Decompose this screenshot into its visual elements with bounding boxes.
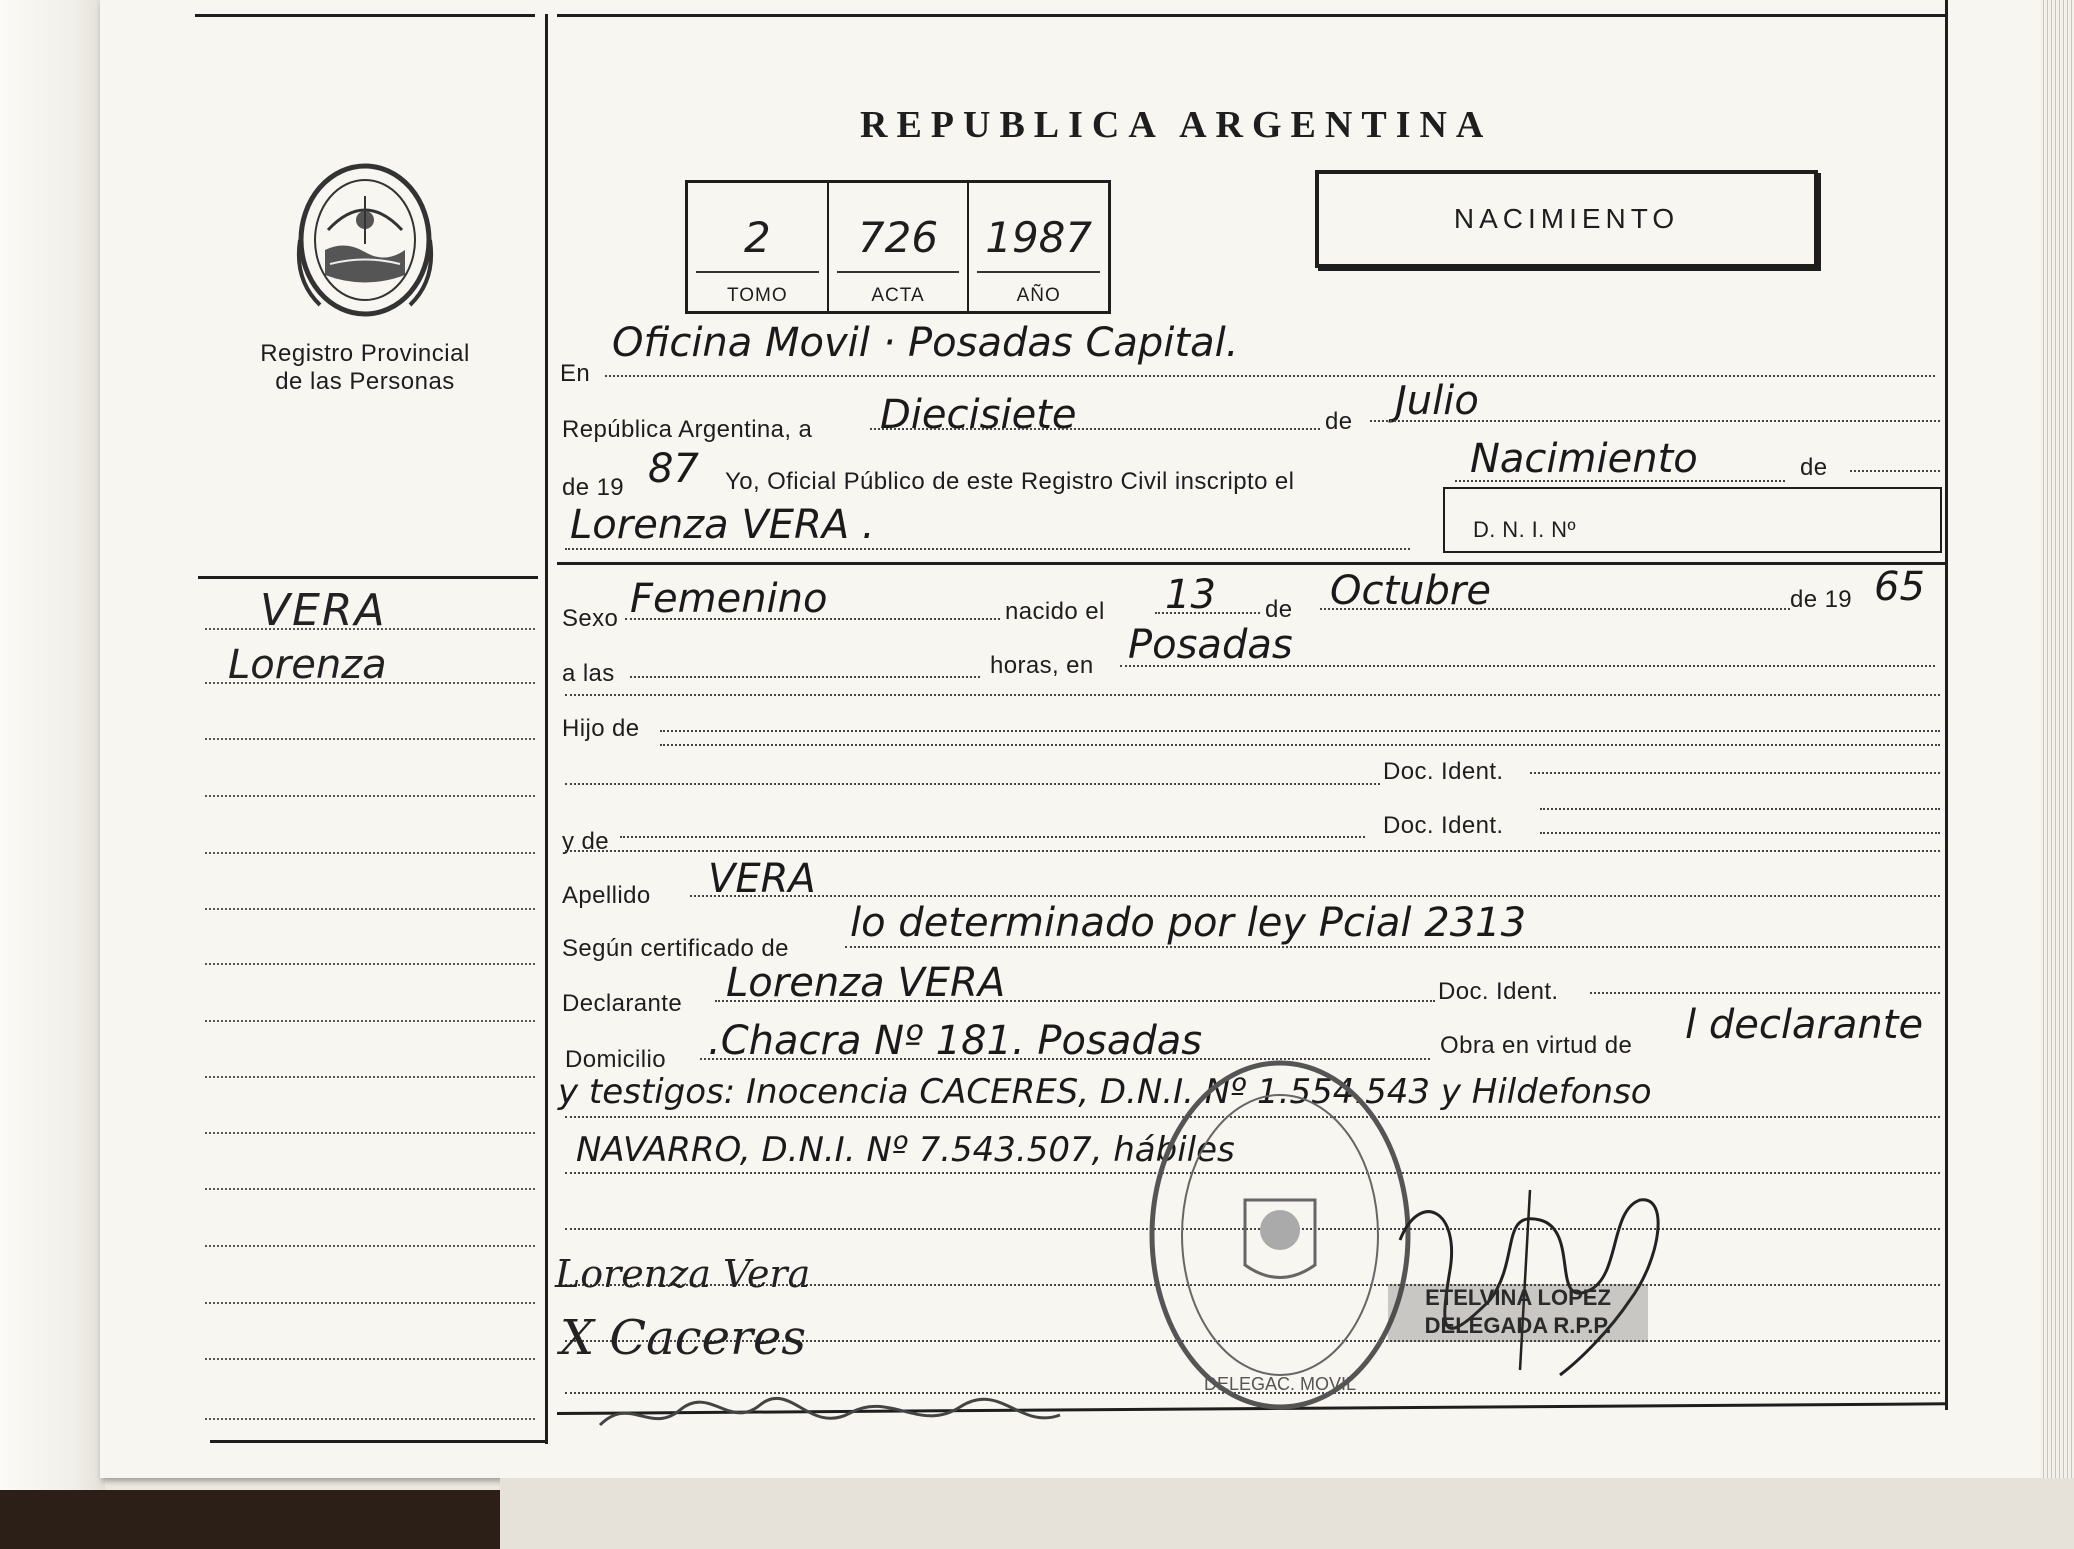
y-de-label: y de [562,828,609,855]
pre-mother-line [1540,808,1940,810]
year-prefix-label: de 19 [562,474,625,501]
sidebar-given-name: Lorenza [228,642,387,688]
main-divider [557,562,1947,565]
sidebar-divider [198,576,538,579]
doc-ident-line-3 [1590,992,1940,994]
declarante-label: Declarante [562,990,683,1017]
sidebar-line [205,1076,535,1078]
sexo-value: Femenino [630,576,828,622]
acta-label: ACTA [871,285,925,306]
a-las-line [630,676,980,678]
inscripto-line [1455,480,1785,482]
sidebar-line [205,795,535,797]
hijo-line-2 [660,744,1940,746]
de2-line [1850,470,1940,472]
adjacent-page [0,0,105,1500]
name-value: Lorenza VERA . [570,502,875,548]
doc-ident-label-3: Doc. Ident. [1438,978,1559,1005]
stamp-title-line: DELEGADA R.P.P. [1424,1313,1612,1338]
dni-label: D. N. I. Nº [1473,517,1576,542]
apellido-line [690,895,1940,897]
tomo-label: TOMO [727,285,788,306]
a-las-label: a las [562,660,615,687]
record-type-label: NACIMIENTO [1453,203,1680,234]
name-line [565,548,1410,550]
sidebar-line [205,628,535,630]
month-line [1370,420,1940,422]
sidebar-line [205,1020,535,1022]
tomo-acta-anio-box [685,180,1111,314]
dni-box [1443,487,1942,553]
country-heading: REPUBLICA ARGENTINA [860,104,1493,146]
father-line [565,783,1380,785]
page-stack-edge [2040,0,2074,1480]
birth-place-value: Posadas [1128,622,1293,668]
apellido-label: Apellido [562,882,651,909]
birth-year-suffix-value: 65 [1874,564,1925,610]
extra-line [565,694,1940,696]
testigos-line-1: y testigos: Inocencia CACERES, D.N.I. Nº 1.554.543 y Hildefonso [558,1072,1652,1112]
sidebar-line [205,1132,535,1134]
sidebar-line [205,1358,535,1360]
apellido-value: VERA [708,856,816,902]
sidebar-line [205,1302,535,1304]
horas-en-label: horas, en [990,652,1094,679]
sidebar-line [205,908,535,910]
official-name-stamp [1388,1284,1648,1342]
tomo-cell [688,183,827,311]
de2-label: de [1800,454,1828,481]
domicilio-value: .Chacra Nº 181. Posadas [708,1018,1203,1064]
en-value: Oficina Movil · Posadas Capital. [612,320,1239,366]
officer-text: Yo, Oficial Público de este Registro Civil inscripto el [725,468,1295,495]
top-rule-right [557,14,1947,17]
segun-line [845,946,1940,948]
day-value: Diecisiete [880,392,1077,438]
tomo-value: 2 [743,213,771,262]
svg-text:DELEGAC. MOVIL: DELEGAC. MOVIL [1203,1374,1357,1394]
registry-line-2: de las Personas [275,368,455,395]
book-cover-edge [0,1490,500,1549]
en-line [605,375,1935,377]
sexo-label: Sexo [562,605,619,632]
signature-lorenza-vera: Lorenza Vera [555,1252,811,1296]
segun-value: lo determinado por ley Pcial 2313 [850,900,1527,946]
official-seal [1140,1050,1420,1420]
birth-place-line [1120,665,1935,667]
acta-value: 726 [857,213,939,262]
doc-ident-line-1 [1530,772,1940,774]
declarante-value: Lorenza VERA [726,960,1006,1006]
top-rule-left [195,14,535,17]
sidebar-line [205,852,535,854]
hijo-line [660,730,1940,732]
de-label: de [1325,408,1353,435]
record-type-box [1315,170,1818,268]
declarante-line [715,1000,1435,1002]
mother-line [620,836,1365,838]
birth-day-value: 13 [1165,572,1216,618]
doc-ident-label-2: Doc. Ident. [1383,812,1504,839]
table-surface [500,1478,2074,1549]
republica-label: República Argentina, a [562,416,813,443]
sexo-line [625,618,1000,620]
bottom-rule-left [210,1440,545,1443]
hijo-label: Hijo de [562,715,640,742]
anio-cell [967,183,1108,311]
anio-label: AÑO [1016,285,1061,306]
tomo-underline [696,271,819,273]
anio-value: 1987 [985,213,1093,262]
anio-underline [977,271,1100,273]
segun-label: Según certificado de [562,935,789,962]
testigos-line-2: NAVARRO, D.N.I. Nº 7.543.507, hábiles [576,1130,1235,1170]
birth-month-value: Octubre [1330,568,1491,614]
registry-title [215,340,515,396]
sidebar-line [205,738,535,740]
sidebar-surname: VERA [260,585,387,636]
de3-label: de [1265,596,1293,623]
stamp-name-line: ETELVINA LOPEZ [1425,1285,1611,1310]
center-divider [545,14,548,1444]
doc-ident-line-2 [1540,832,1940,834]
obra-label: Obra en virtud de [1440,1032,1633,1059]
mother-line-2 [565,850,1940,852]
de-19-label: de 19 [1790,586,1853,613]
birth-month-line [1320,608,1790,610]
provincia-de-misiones-emblem [290,160,440,320]
sidebar-line [205,1245,535,1247]
signature-navarro-scribble [590,1385,1070,1445]
signature-caceres: X Caceres [560,1310,807,1366]
doc-ident-label-1: Doc. Ident. [1383,758,1504,785]
sidebar-line [205,1418,535,1420]
sidebar-line [205,682,535,684]
right-border [1945,0,1948,1410]
year-suffix-value: 87 [648,446,699,492]
obra-value: l declarante [1685,1002,1924,1048]
sidebar-line [205,1188,535,1190]
en-label: En [560,360,591,387]
domicilio-label: Domicilio [565,1046,666,1073]
acta-cell [827,183,968,311]
acta-underline [837,271,960,273]
sidebar-line [205,963,535,965]
official-signature [1380,1150,1680,1380]
day-line [870,428,1320,430]
registry-line-1: Registro Provincial [260,340,470,367]
inscripto-value: Nacimiento [1470,436,1698,482]
birth-day-line [1155,612,1260,614]
nacido-label: nacido el [1005,598,1105,625]
month-value: Julio [1395,378,1479,424]
